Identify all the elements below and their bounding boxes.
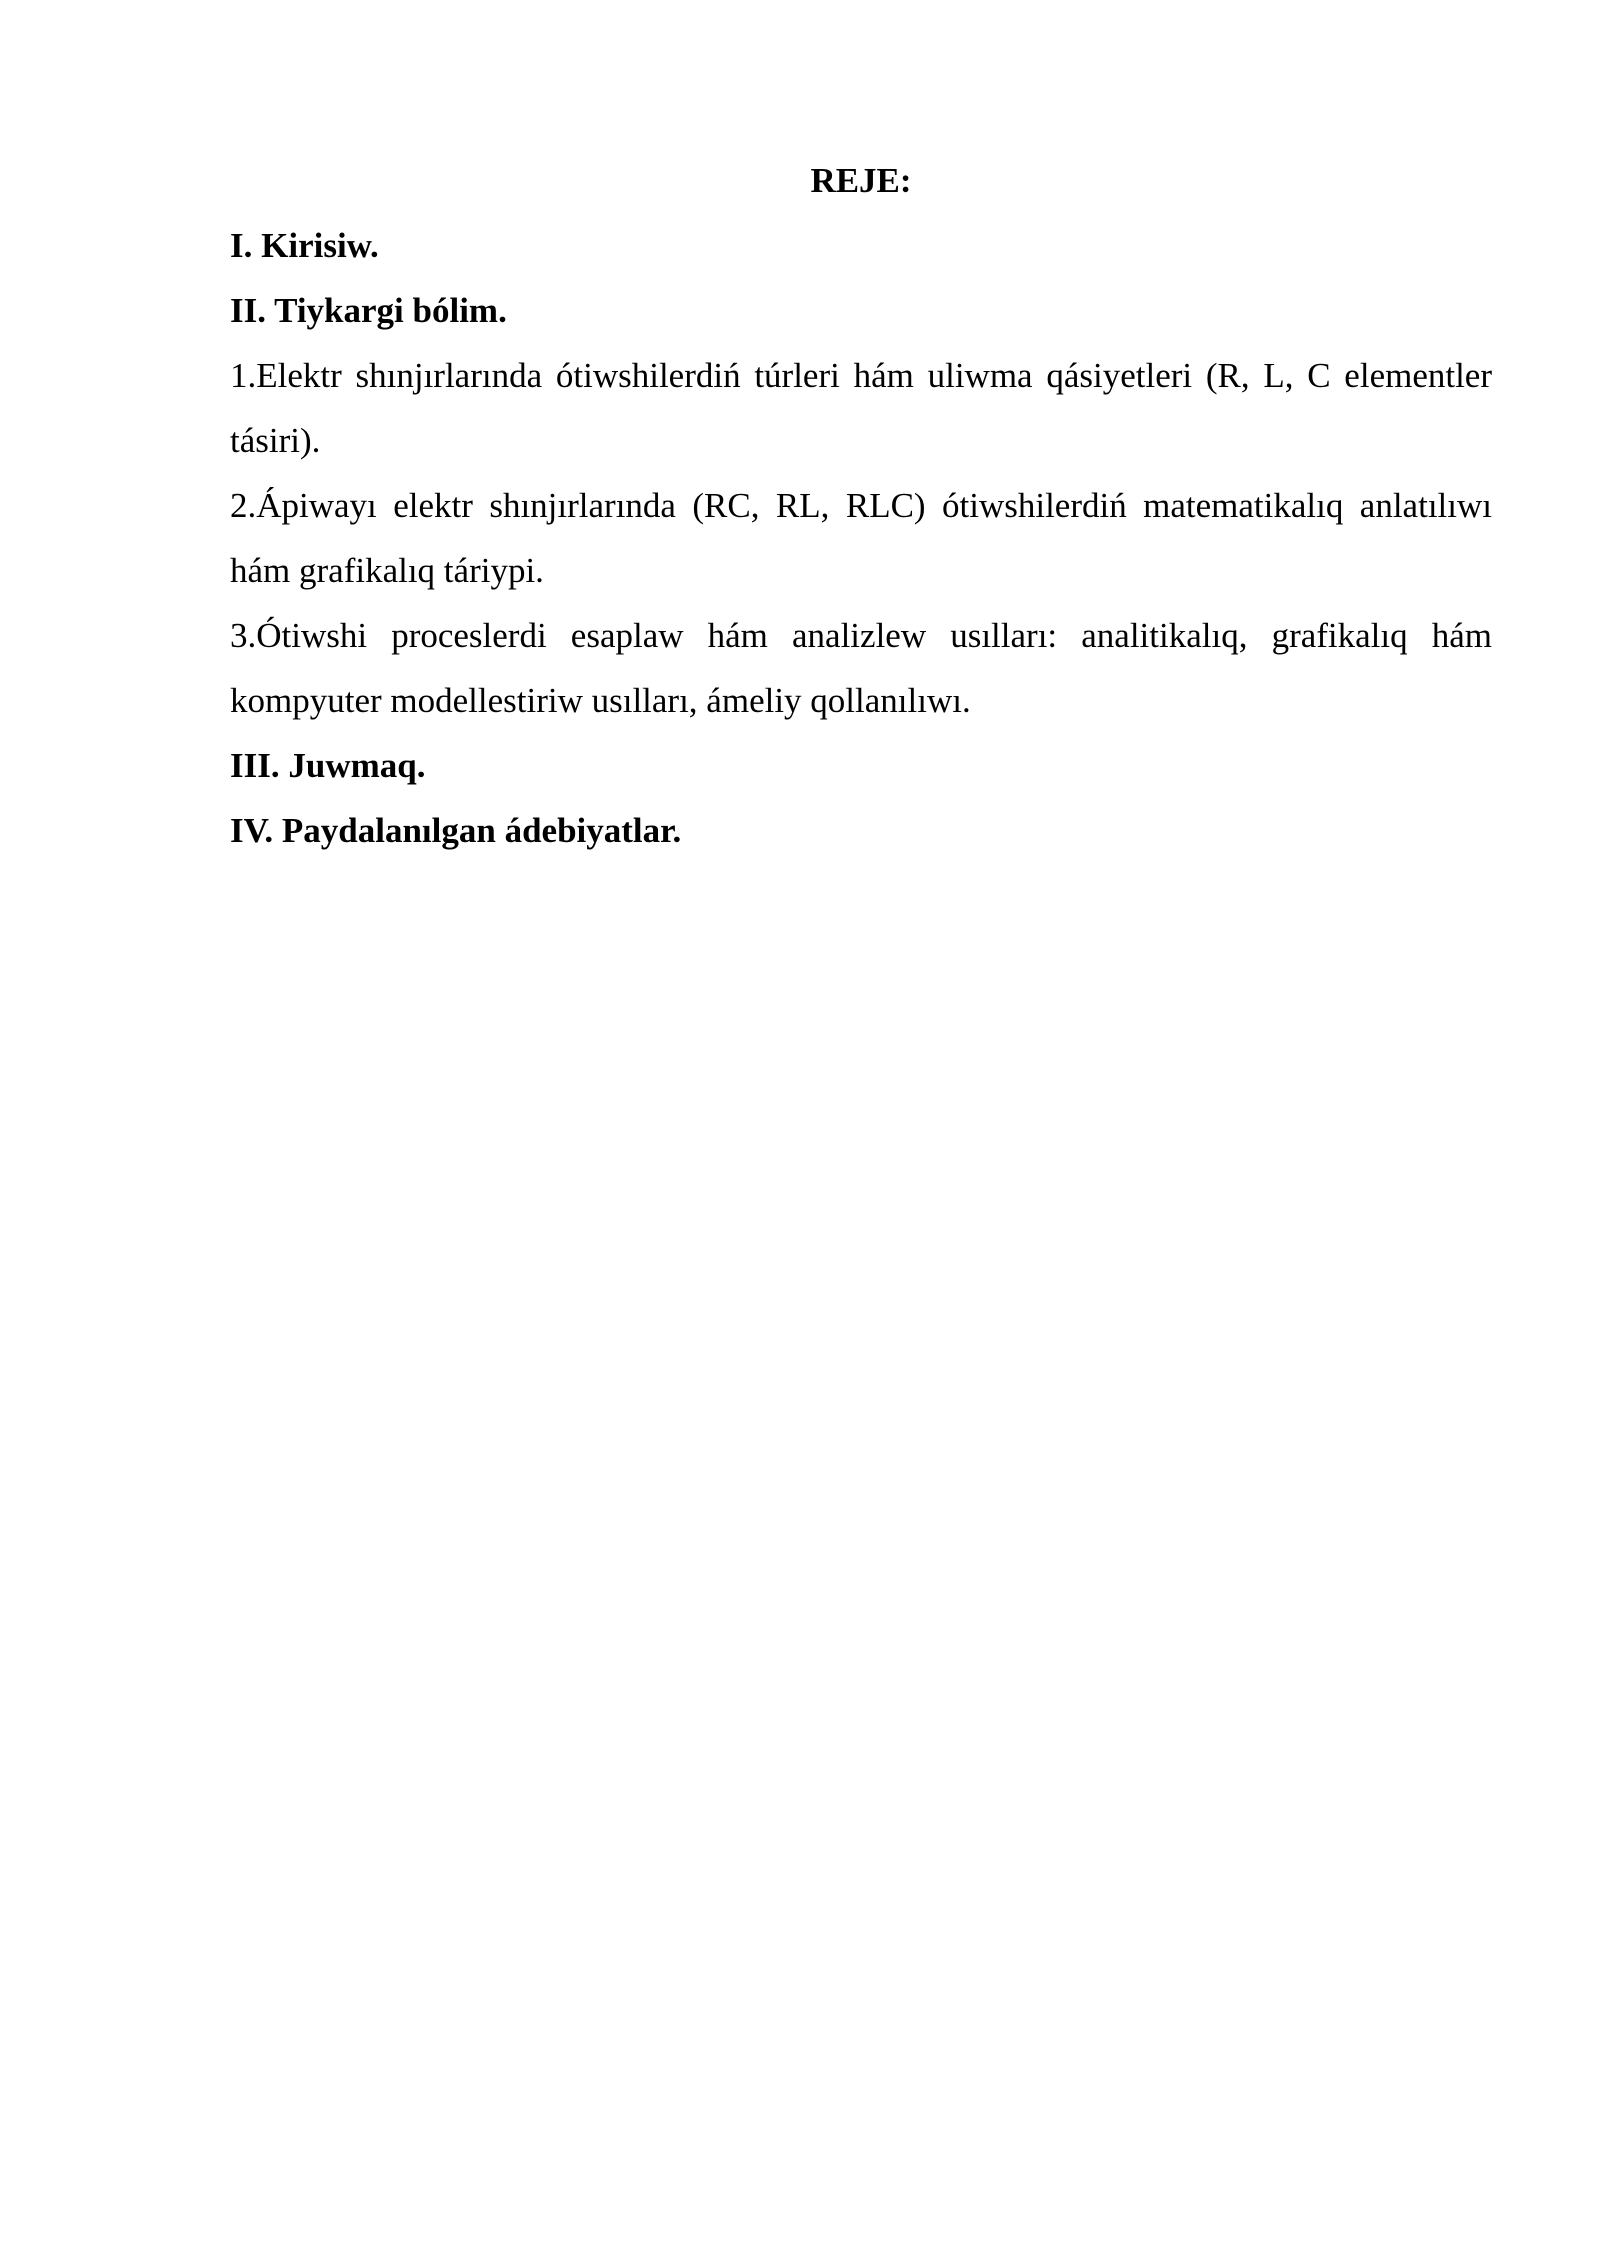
document-title: REJE: <box>810 161 912 200</box>
subsection-1: 1.Elektr shınjırlarında ótiwshilerdiń túrleri hám uliwma qásiyetleri (R, L, C elementler tásiri). <box>230 356 1492 460</box>
section-main-part: II. Tiykargi bólim. <box>230 291 507 330</box>
subsection-3: 3.Ótiwshi proceslerdi esaplaw hám analizlew usılları: analitikalıq, grafikalıq hám kompyuter modellestiriw usılları, ámeliy qollanılıwı. <box>230 616 1492 720</box>
section-conclusion: III. Juwmaq. <box>230 746 426 785</box>
document-content <box>230 148 1492 863</box>
section-introduction: I. Kirisiw. <box>230 226 379 265</box>
section-references: IV. Paydalanılgan ádebiyatlar. <box>230 811 682 850</box>
subsection-2: 2.Ápiwayı elektr shınjırlarında (RC, RL, RLC) ótiwshilerdiń matematikalıq anlatılıwı hám grafikalıq táriypi. <box>230 486 1492 590</box>
